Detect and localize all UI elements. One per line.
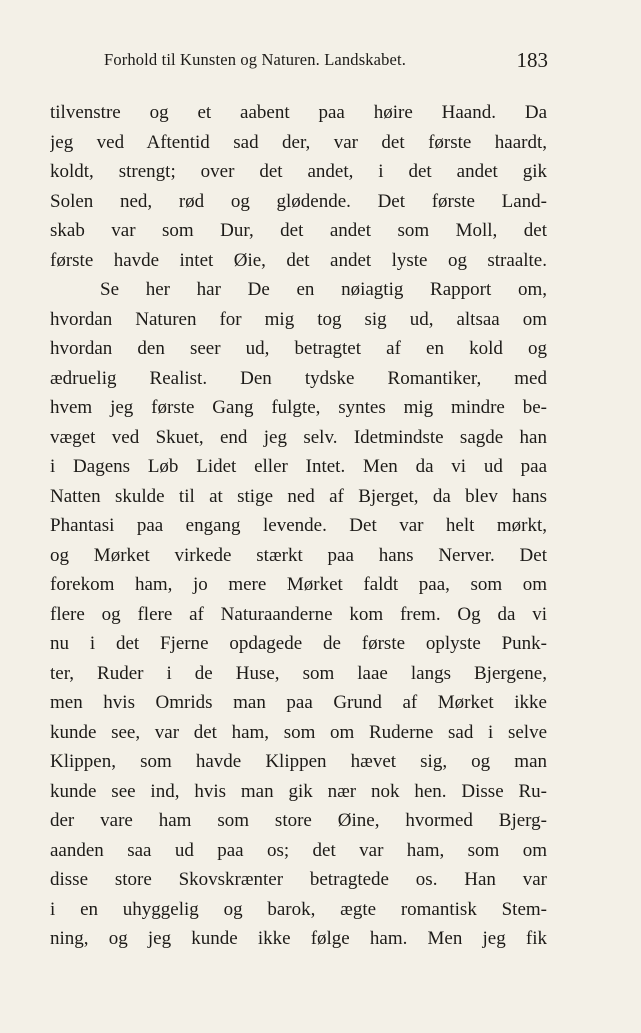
running-head [104,50,548,76]
text-line: jeg ved Aftentid sad der, var det første haardt, [50,131,547,153]
text-line: hvordan den seer ud, betragtet af en kold og [50,338,547,359]
text-line: flere og flere af Naturaanderne kom frem. Og da vi [50,603,547,625]
page-number: 183 [516,48,548,72]
text-line: hvordan Naturen for mig tog sig ud, altsaa om [50,308,547,330]
body-text [50,98,547,954]
text-line: koldt, strengt; over det andet, i det andet gik [50,161,547,182]
text-line: aanden saa ud paa os; det var ham, som om [50,839,547,861]
text-line: Klippen, som havde Klippen hævet sig, og man [50,751,547,772]
text-line: kunde see, var det ham, som om Ruderne sad i selve [50,721,547,743]
text-line: i en uhyggelig og barok, ægte romantisk Stem- [50,898,547,920]
text-line: hvem jeg første Gang fulgte, syntes mig mindre be- [50,397,547,418]
text-line: Se her har De en nøiagtig Rapport om, [100,279,547,300]
text-line: og Mørket virkede stærkt paa hans Nerver. Det [50,544,547,566]
text-line: disse store Skovskrænter betragtede os. Han var [50,869,547,890]
text-line: ter, Ruder i de Huse, som laae langs Bjergene, [50,662,547,684]
text-line: i Dagens Løb Lidet eller Intet. Men da vi ud paa [50,456,547,477]
text-line: Phantasi paa engang levende. Det var helt mørkt, [50,515,547,536]
text-line: Natten skulde til at stige ned af Bjerget, da blev hans [50,485,547,507]
running-title: Forhold til Kunsten og Naturen. Landskabet. [104,50,407,69]
text-line: ædruelig Realist. Den tydske Romantiker, med [50,367,547,389]
text-line: tilvenstre og et aabent paa høire Haand. Da [50,102,547,123]
text-line: ning, og jeg kunde ikke følge ham. Men jeg fik [50,928,547,949]
text-line: første havde intet Øie, det andet lyste og straalte. [50,249,547,271]
text-line: skab var som Dur, det andet som Moll, det [50,220,547,241]
text-line: nu i det Fjerne opdagede de første oplyste Punk- [50,633,547,654]
text-line: kunde see ind, hvis man gik nær nok hen. Disse Ru- [50,780,547,802]
text-line: væget ved Skuet, end jeg selv. Idetmindste sagde han [50,426,547,448]
text-line: forekom ham, jo mere Mørket faldt paa, som om [50,574,547,595]
text-line: Solen ned, rød og glødende. Det første Land- [50,190,547,212]
text-line: der vare ham som store Øine, hvormed Bjerg- [50,810,547,831]
text-line: men hvis Omrids man paa Grund af Mørket ikke [50,692,547,713]
